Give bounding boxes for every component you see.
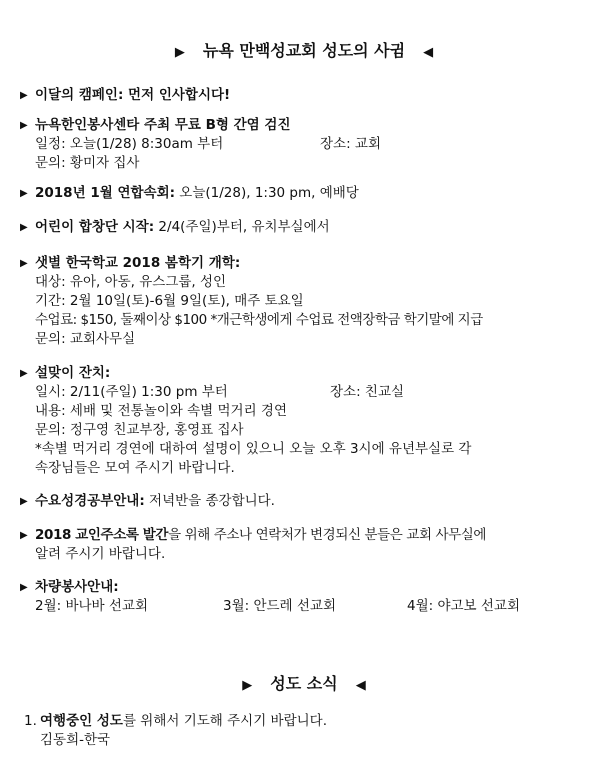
notice-campaign bbox=[20, 86, 600, 105]
place-text: 장소: 친교실 bbox=[330, 384, 405, 400]
arrow-left-icon: ◀ bbox=[355, 678, 366, 693]
notice-lead: 2018 교인주소록 발간 bbox=[35, 527, 169, 543]
month-text: 3월: 안드레 선교회 bbox=[223, 598, 337, 614]
bullet-icon: ▶ bbox=[20, 496, 28, 507]
contact-text: 문의: 황미자 집사 bbox=[35, 155, 140, 171]
month-text: 2월: 바나바 선교회 bbox=[35, 598, 149, 614]
bullet-icon: ▶ bbox=[20, 222, 28, 233]
notice-rest: 을 위해 주소나 연락처가 변경되신 분들은 교회 사무실에 bbox=[168, 527, 487, 543]
bullet-icon: ▶ bbox=[20, 258, 28, 269]
notice-rest: 2/4(주일)부터, 유치부실에서 bbox=[154, 219, 330, 235]
news-number: 1. bbox=[24, 713, 37, 729]
notice-hepatitis-screening bbox=[20, 116, 600, 173]
page-title bbox=[0, 38, 608, 61]
notice-address-book bbox=[20, 526, 600, 564]
detail-line: 수업료: $150, 둘째이상 $100 *개근학생에게 수업료 전액장학금 학기말에 지급 bbox=[35, 312, 483, 328]
news-item bbox=[20, 712, 600, 750]
notice-korean-school bbox=[20, 254, 600, 349]
notice-lead: 이달의 캠페인: 먼저 인사합시다! bbox=[35, 87, 231, 103]
notice-new-year-party bbox=[20, 364, 600, 478]
detail-line: 대상: 유아, 아동, 유스그룹, 성인 bbox=[35, 274, 227, 290]
page-title-text: 뉴욕 만백성교회 성도의 사귐 bbox=[202, 41, 406, 60]
detail-line: 알려 주시기 바랍니다. bbox=[35, 546, 166, 562]
notice-lead: 설맞이 잔치: bbox=[35, 365, 111, 381]
bullet-icon: ▶ bbox=[20, 368, 28, 379]
detail-line: 속장님들은 모여 주시기 바랍니다. bbox=[35, 460, 235, 476]
bullet-icon: ▶ bbox=[20, 582, 28, 593]
news-rest: 를 위해서 기도해 주시기 바랍니다. bbox=[122, 713, 327, 729]
month-text: 4월: 야고보 선교회 bbox=[407, 598, 521, 614]
notice-bible-study bbox=[20, 492, 600, 511]
detail-line: 기간: 2월 10일(토)-6월 9일(토), 매주 토요일 bbox=[35, 293, 304, 309]
place-text: 장소: 교회 bbox=[320, 136, 382, 152]
notice-joint-class bbox=[20, 184, 600, 203]
detail-line: 내용: 세배 및 전통놀이와 속별 먹거리 경연 bbox=[35, 403, 287, 419]
notice-lead: 샛별 한국학교 2018 봄학기 개학: bbox=[35, 255, 241, 271]
notice-lead: 어린이 합창단 시작: bbox=[35, 219, 155, 235]
bullet-icon: ▶ bbox=[20, 530, 28, 541]
arrow-right-icon: ▶ bbox=[174, 45, 185, 60]
bullet-icon: ▶ bbox=[20, 90, 28, 101]
news-section-title-text: 성도 소식 bbox=[270, 674, 338, 693]
bullet-icon: ▶ bbox=[20, 188, 28, 199]
notice-rest: 오늘(1/28), 1:30 pm, 예배당 bbox=[175, 185, 359, 201]
bullet-icon: ▶ bbox=[20, 120, 28, 131]
notice-vehicle-service bbox=[20, 578, 600, 616]
detail-line: *속별 먹거리 경연에 대하여 설명이 있으니 오늘 오후 3시에 유년부실로 각 bbox=[35, 441, 472, 457]
notice-lead: 2018년 1월 연합속회: bbox=[35, 185, 176, 201]
date-text: 일시: 2/11(주일) 1:30 pm 부터 bbox=[35, 384, 228, 400]
arrow-left-icon: ◀ bbox=[423, 45, 434, 60]
schedule-text: 일정: 오늘(1/28) 8:30am 부터 bbox=[35, 136, 224, 152]
detail-line: 문의: 정구영 친교부장, 홍영표 집사 bbox=[35, 422, 244, 438]
news-lead: 여행중인 성도 bbox=[40, 713, 123, 729]
detail-line: 문의: 교회사무실 bbox=[35, 331, 136, 347]
news-line: 김동희-한국 bbox=[40, 732, 111, 748]
notice-lead: 수요성경공부안내: bbox=[35, 493, 145, 509]
notice-lead: 뉴욕한인봉사센타 주최 무료 B형 간염 검진 bbox=[35, 117, 291, 133]
notice-children-choir bbox=[20, 218, 600, 237]
arrow-right-icon: ▶ bbox=[242, 678, 253, 693]
notice-rest: 저녁반을 종강합니다. bbox=[144, 493, 275, 509]
news-section-title bbox=[0, 671, 608, 694]
notice-lead: 차량봉사안내: bbox=[35, 579, 119, 595]
